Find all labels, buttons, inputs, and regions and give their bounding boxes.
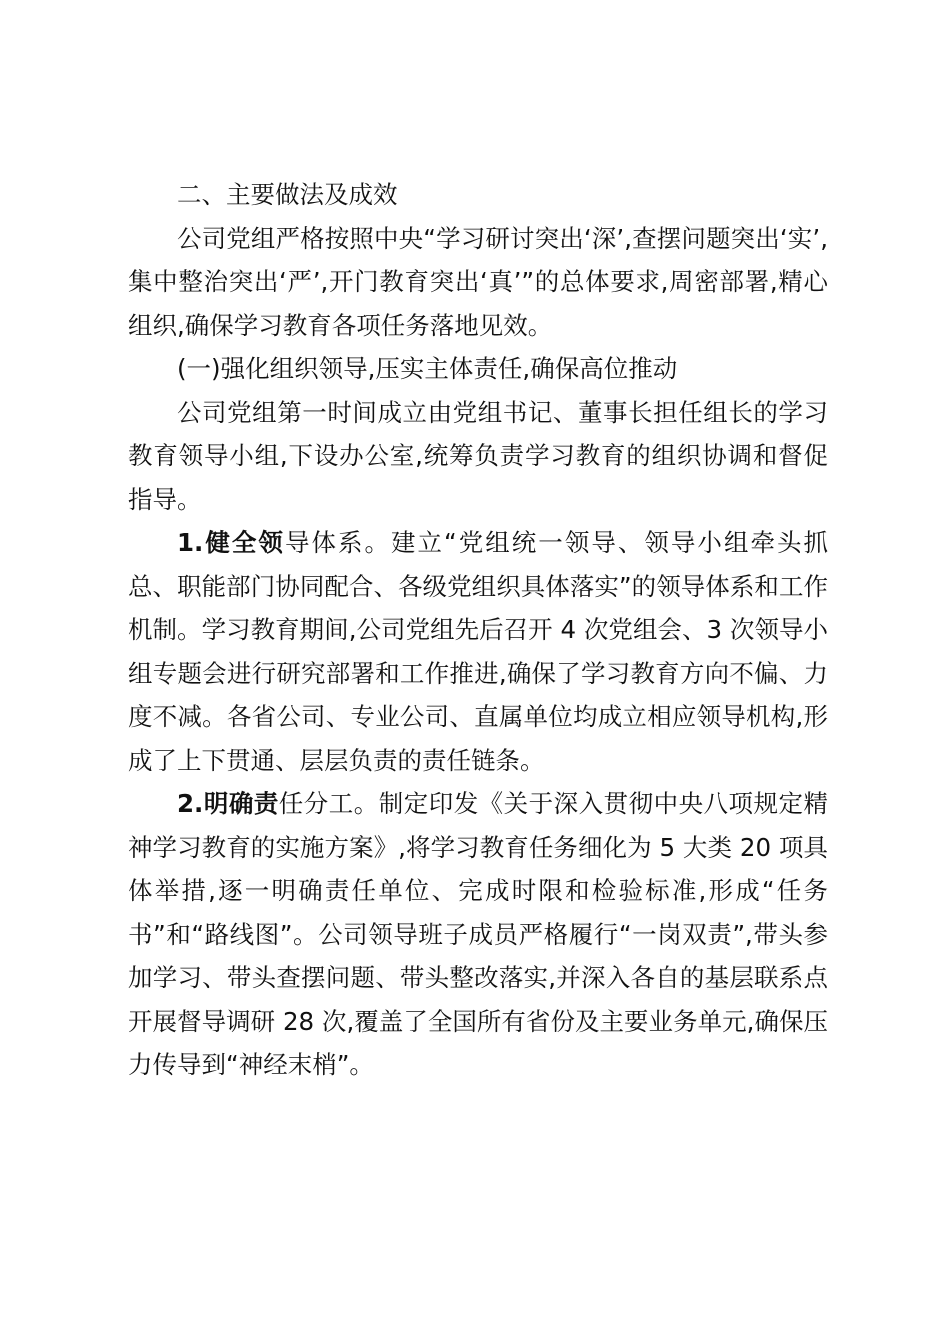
intro-paragraph: 公司党组严格按照中央“学习研讨突出‘深’,查摆问题突出‘实’,集中整治突出‘严’,开门教育突出‘真’”的总体要求,周密部署,精心组织,确保学习教育各项任务落地见效。 (128, 223, 828, 340)
item-2-paragraph (128, 782, 828, 1087)
document-body (128, 173, 828, 1087)
subsection-heading: (一)强化组织领导,压实主体责任,确保高位推动 (177, 354, 678, 383)
item-2-lead: 2.明确责 (177, 789, 279, 818)
item-1-text: 导体系。建立“党组统一领导、领导小组牵头抓总、职能部门协同配合、各级党组织具体落实”的领导体系和工作机制。学习教育期间,公司党组先后召开 4 次党组会、3 次领导小组专题会进行研究部署和工作推进,确保了学习教育方向不偏、力度不减。各省公司、专业公司、直属单位均成立相应领导机构,形成了上下贯通、层层负责的责任链条。 (128, 528, 828, 775)
item-1-paragraph (128, 521, 828, 782)
section-heading: 二、主要做法及成效 (177, 180, 398, 209)
item-1-lead: 1.健全领 (177, 528, 285, 557)
item-2-text: 任分工。制定印发《关于深入贯彻中央八项规定精神学习教育的实施方案》,将学习教育任务细化为 5 大类 20 项具体举措,逐一明确责任单位、完成时限和检验标准,形成“任务书”和“路线图”。公司领导班子成员严格履行“一岗双责”,带头参加学习、带头查摆问题、带头整改落实,并深入各自的基层联系点开展督导调研 28 次,覆盖了全国所有省份及主要业务单元,确保压力传导到“神经末梢”。 (128, 789, 828, 1079)
subsection-paragraph: 公司党组第一时间成立由党组书记、董事长担任组长的学习教育领导小组,下设办公室,统筹负责学习教育的组织协调和督促指导。 (128, 397, 828, 514)
